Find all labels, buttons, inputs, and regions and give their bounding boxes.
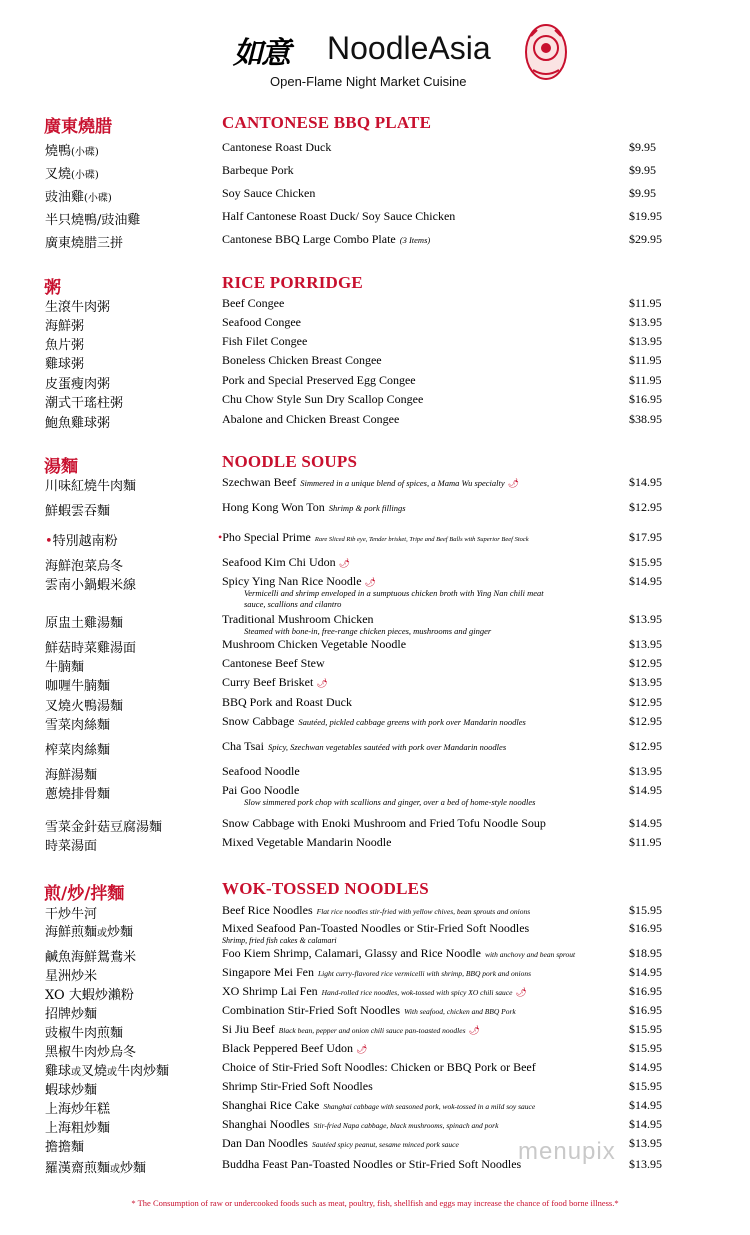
item-price: $15.95 (629, 1041, 662, 1055)
item-name-en: Pai Goo Noodle (222, 783, 300, 797)
item-price: $18.95 (629, 946, 662, 960)
item-price: $14.95 (629, 1098, 662, 1112)
bullet-icon: • (218, 530, 223, 544)
item-name-zh: 上海炒年糕 (45, 1102, 111, 1117)
item-name-en: Fish Filet Congee (222, 334, 308, 348)
item-price: $19.95 (629, 209, 662, 223)
item-name-zh: 雲南小鍋蝦米線 (45, 578, 137, 593)
item-name-zh: 蝦球炒麵 (45, 1083, 98, 1098)
item-price: $13.95 (629, 315, 662, 329)
item-price: $38.95 (629, 412, 662, 426)
item-description: Steamed with bone-in, free-range chicken pieces, mushrooms and ginger (244, 626, 492, 636)
item-description: Simmered in a unique blend of spices, a Mama Wu specialty (300, 478, 505, 488)
item-name-en: Cha Tsai Spicy, Szechwan vegetables sautéed with pork over Mandarin noodles (222, 739, 507, 753)
item-name-zh: •特別越南粉 (45, 534, 118, 549)
item-price: $15.95 (629, 555, 662, 569)
item-description: With seafood, chicken and BBQ Pork (404, 1007, 516, 1016)
item-name-zh: 招牌炒麵 (45, 1007, 98, 1022)
item-name-en: Seafood Congee (222, 315, 301, 329)
item-name-zh: 上海粗炒麵 (45, 1121, 111, 1136)
section-title-zh: 廣東燒腊 (44, 117, 112, 137)
item-price: $15.95 (629, 903, 662, 917)
item-name-en: Mushroom Chicken Vegetable Noodle (222, 637, 407, 651)
item-name-en: Traditional Mushroom Chicken (222, 612, 374, 626)
item-price: $12.95 (629, 500, 662, 514)
item-name-en: Boneless Chicken Breast Congee (222, 353, 382, 367)
restaurant-tagline: Open-Flame Night Market Cuisine (270, 74, 467, 89)
item-price: $13.95 (629, 612, 662, 626)
item-name-en: Curry Beef Brisket 🌶 (222, 675, 328, 689)
item-name-en: Snow Cabbage Sautéed, pickled cabbage greens with pork over Mandarin noodles (222, 714, 526, 728)
section-title-zh: 湯麵 (44, 457, 78, 477)
item-name-en: Shanghai Noodles Stir-fried Napa cabbage, black mushrooms, spinach and pork (222, 1117, 499, 1131)
item-name-en: Seafood Noodle (222, 764, 300, 778)
item-price: $11.95 (629, 373, 662, 387)
item-name-zh: 鮮菇時菜雞湯面 (45, 641, 137, 656)
item-name-zh: 潮式干瑤柱粥 (45, 396, 124, 411)
item-name-en: Cantonese Beef Stew (222, 656, 325, 670)
item-price: $13.95 (629, 334, 662, 348)
item-name-zh: 原盅土雞湯麵 (45, 616, 124, 631)
item-name-en: Snow Cabbage with Enoki Mushroom and Fried Tofu Noodle Soup (222, 816, 546, 830)
item-name-en: Buddha Feast Pan-Toasted Noodles or Stir-Fried Soft Noodles (222, 1157, 522, 1171)
section-title-zh: 粥 (44, 278, 61, 298)
item-name-en: BBQ Pork and Roast Duck (222, 695, 352, 709)
item-name-en: Beef Congee (222, 296, 285, 310)
item-name-en: Cantonese BBQ Large Combo Plate (3 Items) (222, 232, 431, 246)
item-price: $13.95 (629, 1157, 662, 1171)
item-price: $17.95 (629, 530, 662, 544)
item-price: $14.95 (629, 475, 662, 489)
chili-icon: 🌶 (355, 1044, 368, 1054)
item-price: $9.95 (629, 186, 656, 200)
chili-icon: 🌶 (468, 1025, 480, 1035)
item-price: $15.95 (629, 1079, 662, 1093)
item-name-en: Mixed Seafood Pan-Toasted Noodles or Stir-Fried Soft Noodles (222, 921, 530, 935)
item-name-en: Cantonese Roast Duck (222, 140, 332, 154)
chili-icon: 🌶 (316, 678, 328, 688)
item-description: Spicy, Szechwan vegetables sautéed with pork over Mandarin noodles (267, 742, 507, 752)
item-name-zh: 榨菜肉絲麵 (45, 743, 111, 758)
item-name-en: Spicy Ying Nan Rice Noodle 🌶 (222, 574, 376, 588)
item-price: $12.95 (629, 714, 662, 728)
item-name-zh: 半只燒鴨/豉油雞 (45, 213, 141, 228)
item-name-zh: 黑椒牛肉炒烏冬 (45, 1045, 137, 1060)
item-name-zh: 鮑魚雞球粥 (45, 416, 111, 431)
item-name-zh: 豉椒牛肉煎麵 (45, 1026, 124, 1041)
item-price: $11.95 (629, 353, 662, 367)
item-name-en: Hong Kong Won Ton Shrimp & pork fillings (222, 500, 406, 514)
item-name-en: Dan Dan Noodles Sautéed spicy peanut, sesame minced pork sauce (222, 1136, 459, 1150)
watermark: menupix (518, 1138, 616, 1165)
item-name-en: Barbeque Pork (222, 163, 294, 177)
chili-icon: 🌶 (338, 558, 351, 568)
item-name-en: Abalone and Chicken Breast Congee (222, 412, 400, 426)
item-name-zh: 川味紅燒牛肉麵 (45, 479, 137, 494)
item-description: with anchovy and bean sprout (484, 950, 576, 959)
item-description: Shrimp, fried fish cakes & calamari (222, 936, 337, 945)
item-price: $14.95 (629, 574, 662, 588)
section-title-en: CANTONESE BBQ PLATE (222, 113, 432, 132)
item-name-zh: 叉燒(小碟) (45, 167, 99, 182)
item-price: $29.95 (629, 232, 662, 246)
section-title-zh: 煎/炒/拌麵 (44, 884, 125, 904)
item-price: $16.95 (629, 1003, 662, 1017)
item-name-zh: 牛腩麵 (45, 660, 85, 675)
item-price: $12.95 (629, 739, 662, 753)
item-price: $16.95 (629, 392, 662, 406)
item-name-zh: 皮蛋瘦肉粥 (45, 377, 111, 392)
red-seal-icon (523, 22, 569, 82)
item-description: Hand-rolled rice noodles, wok-tossed with spicy XO chili sauce (321, 988, 513, 997)
item-name-en: Combination Stir-Fried Soft Noodles With seafood, chicken and BBQ Pork (222, 1003, 516, 1017)
item-name-zh: 燒鴨(小碟) (45, 144, 99, 159)
item-price: $16.95 (629, 984, 662, 998)
item-price: $9.95 (629, 163, 656, 177)
item-price: $12.95 (629, 656, 662, 670)
item-name-zh: 羅漢齋煎麵或炒麵 (45, 1161, 147, 1176)
item-name-en: Szechwan Beef Simmered in a unique blend of spices, a Mama Wu specialty 🌶 (222, 475, 520, 489)
chili-icon: 🌶 (515, 987, 527, 997)
item-price: $11.95 (629, 835, 662, 849)
section-title-en: RICE PORRIDGE (222, 273, 363, 292)
item-name-en: Choice of Stir-Fried Soft Noodles: Chicken or BBQ Pork or Beef (222, 1060, 536, 1074)
item-price: $16.95 (629, 921, 662, 935)
item-price: $14.95 (629, 965, 662, 979)
item-price: $14.95 (629, 783, 662, 797)
item-name-en: Black Peppered Beef Udon 🌶 (222, 1041, 368, 1055)
item-name-zh: 海鮮泡菜烏冬 (45, 559, 124, 574)
item-price: $11.95 (629, 296, 662, 310)
item-description: sauce, scallions and cilantro (244, 599, 342, 609)
item-price: $9.95 (629, 140, 656, 154)
item-name-zh: 鹹魚海鮮鴛鴦米 (45, 950, 137, 965)
item-description: Slow simmered pork chop with scallions and ginger, over a bed of home-style noodles (244, 797, 536, 807)
item-description: Shrimp & pork fillings (328, 503, 406, 513)
item-name-zh: 雪菜金針菇豆腐湯麵 (45, 820, 163, 835)
item-name-en: Si Jiu Beef Black bean, pepper and onion chili sauce pan-toasted noodles 🌶 (222, 1022, 480, 1036)
item-price: $13.95 (629, 764, 662, 778)
item-name-en: Pork and Special Preserved Egg Congee (222, 373, 416, 387)
item-name-zh: 魚片粥 (45, 338, 85, 353)
item-name-zh: 蔥燒排骨麵 (45, 787, 111, 802)
item-price: $12.95 (629, 695, 662, 709)
item-name-zh: 干炒牛河 (45, 907, 98, 922)
item-name-zh: 海鮮粥 (45, 319, 85, 334)
item-name-en: Seafood Kim Chi Udon 🌶 (222, 555, 351, 569)
item-name-zh: 雞球或叉燒或牛肉炒麵 (45, 1064, 170, 1079)
item-name-en: Half Cantonese Roast Duck/ Soy Sauce Chicken (222, 209, 456, 223)
item-name-zh: 鮮蝦雲吞麵 (45, 504, 111, 519)
item-price: $14.95 (629, 1117, 662, 1131)
item-name-en: Foo Kiem Shrimp, Calamari, Glassy and Rice Noodle with anchovy and bean sprout (222, 946, 576, 960)
item-name-en: Chu Chow Style Sun Dry Scallop Congee (222, 392, 424, 406)
item-name-zh: 咖喱牛腩麵 (45, 679, 111, 694)
item-price: $13.95 (629, 675, 662, 689)
item-name-zh: XO 大蝦炒瀨粉 (45, 988, 134, 1003)
section-title-en: NOODLE SOUPS (222, 452, 358, 471)
item-price: $13.95 (629, 637, 662, 651)
item-name-zh: 叉燒火鴨湯麵 (45, 699, 124, 714)
item-price: $13.95 (629, 1136, 662, 1150)
item-name-en: Shanghai Rice Cake Shanghai cabbage with seasoned pork, wok-tossed in a mild soy sauce (222, 1098, 536, 1112)
item-name-zh: 擔擔麵 (45, 1140, 85, 1155)
item-name-zh: 雞球粥 (45, 357, 85, 372)
item-description: Light curry-flavored rice vermicelli with shrimp, BBQ pork and onions (318, 969, 532, 978)
section-title-en: WOK-TOSSED NOODLES (222, 879, 429, 898)
item-name-zh: 海鮮湯麵 (45, 768, 98, 783)
item-name-zh: 雪菜肉絲麵 (45, 718, 111, 733)
item-description: Stir-fried Napa cabbage, black mushrooms, spinach and pork (313, 1121, 499, 1130)
item-price: $14.95 (629, 816, 662, 830)
logo-calligraphy: 如意 (233, 36, 289, 71)
item-name-en: •Pho Special Prime Rare Sliced Rib eye, Tender brisket, Tripe and Beef Balls with Superior Beef Stock (218, 530, 529, 544)
chili-icon: 🌶 (507, 478, 520, 488)
item-description: Black bean, pepper and onion chili sauce pan-toasted noodles (278, 1026, 466, 1035)
item-name-en: Beef Rice Noodles Flat rice noodles stir-fried with yellow chives, bean sprouts and onions (222, 903, 531, 917)
item-description: Rare Sliced Rib eye, Tender brisket, Tripe and Beef Balls with Superior Beef Stock (314, 536, 529, 543)
item-name-zh: 生滾牛肉粥 (45, 300, 111, 315)
item-name-zh: 廣東燒腊三拼 (45, 236, 124, 251)
bullet-icon: • (45, 534, 53, 549)
restaurant-name: NoodleAsia (327, 30, 491, 66)
item-name-zh: 海鮮煎麵或炒麵 (45, 925, 134, 940)
item-description: Shanghai cabbage with seasoned pork, wok-tossed in a mild soy sauce (323, 1102, 536, 1111)
item-description: (3 Items) (399, 235, 431, 245)
chili-icon: 🌶 (364, 577, 376, 587)
item-name-zh: 豉油雞(小碟) (45, 190, 112, 205)
item-name-en: Soy Sauce Chicken (222, 186, 316, 200)
item-price: $15.95 (629, 1022, 662, 1036)
item-description: Sautéed spicy peanut, sesame minced pork sauce (311, 1140, 459, 1149)
item-name-en: XO Shrimp Lai Fen Hand-rolled rice noodles, wok-tossed with spicy XO chili sauce 🌶 (222, 984, 527, 998)
food-safety-footnote: * The Consumption of raw or undercooked foods such as meat, poultry, fish, shellfish and eggs may increase the chance of food borne illness.* (131, 1198, 619, 1208)
item-description: Sautéed, pickled cabbage greens with pork over Mandarin noodles (298, 717, 526, 727)
item-description: Vermicelli and shrimp enveloped in a sumptuous chicken broth with Ying Nan chili meat (244, 588, 544, 598)
item-price: $14.95 (629, 1060, 662, 1074)
item-name-zh: 時菜湯面 (45, 839, 98, 854)
item-name-en: Mixed Vegetable Mandarin Noodle (222, 835, 392, 849)
item-name-en: Shrimp Stir-Fried Soft Noodles (222, 1079, 373, 1093)
item-name-en: Singapore Mei Fen Light curry-flavored rice vermicelli with shrimp, BBQ pork and onions (222, 965, 532, 979)
item-name-zh: 星洲炒米 (45, 969, 98, 984)
item-description: Flat rice noodles stir-fried with yellow chives, bean sprouts and onions (316, 907, 531, 916)
